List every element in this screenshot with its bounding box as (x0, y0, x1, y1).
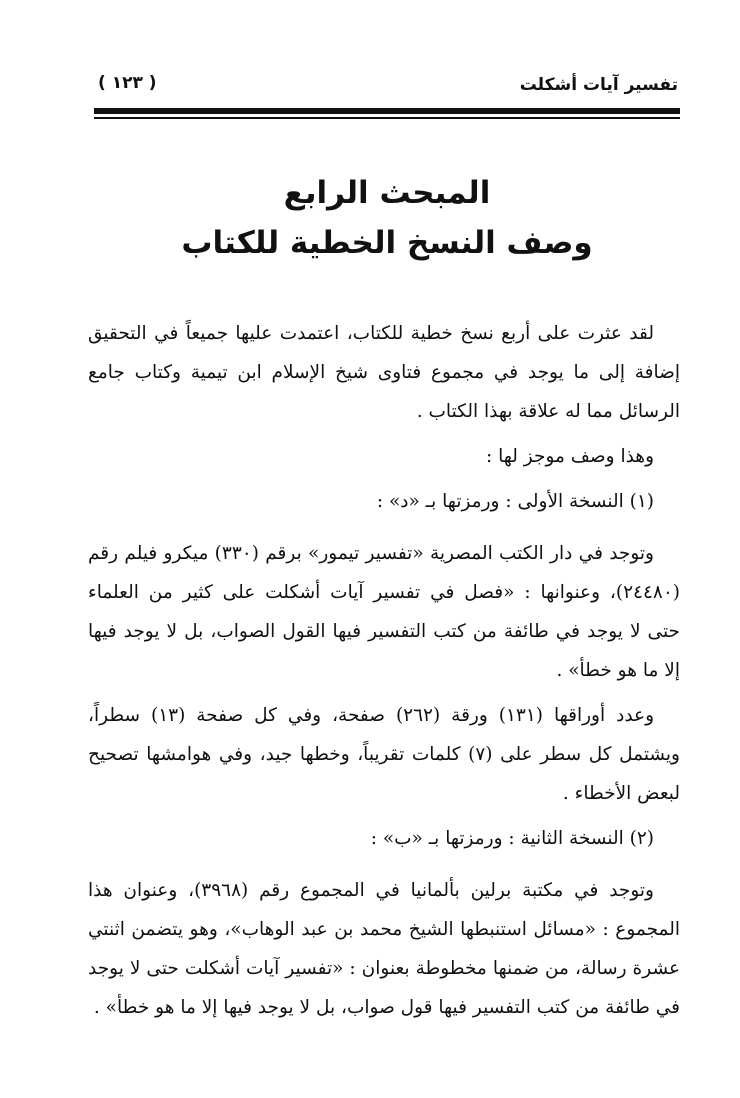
text-line: وتوجد في دار الكتب المصرية «تفسير تيمور» برقم (٣٣٠) ميكرو فيلم رقم (88, 543, 654, 564)
text-line: لبعض الأخطاء . (562, 783, 680, 804)
section-heading (94, 168, 680, 268)
running-header (94, 70, 680, 102)
header-rule-thin (94, 117, 680, 119)
section-heading-line-2: وصف النسخ الخطية للكتاب (181, 225, 593, 261)
text-line: الرسائل مما له علاقة بهذا الكتاب . (416, 401, 680, 422)
page-number: ( ١٢٣ ) (98, 73, 157, 93)
text-line: وهذا وصف موجز لها : (486, 446, 654, 467)
section-heading-line-1: المبحث الرابع (283, 175, 491, 211)
text-line: في طائفة من كتب التفسير فيها قول صواب، بل لا يوجد فيها إلا ما هو خطأ» . (93, 997, 680, 1018)
text-line: وعدد أوراقها (١٣١) ورقة (٢٦٢) صفحة، وفي كل صفحة (١٣) سطراً، (88, 705, 655, 726)
manuscript-1-location (88, 534, 680, 690)
header-rule-thick (94, 108, 680, 114)
text-line: (٢) النسخة الثانية : ورمزتها بـ «ب» : (370, 828, 654, 849)
paragraph-summary-lead (88, 437, 680, 476)
paragraph-intro (88, 314, 680, 431)
running-header-title: تفسير آيات أشكلت (519, 75, 678, 95)
manuscript-2-heading (88, 819, 680, 858)
text-line: إلا ما هو خطأ» . (556, 660, 680, 681)
manuscript-1-heading (88, 482, 680, 521)
text-line: (٢٤٤٨٠)، وعنوانها : «فصل في تفسير آيات أشكلت على كثير من العلماء (88, 582, 680, 603)
manuscript-1-description (88, 696, 680, 813)
text-line: وتوجد في مكتبة برلين بألمانيا في المجموع رقم (٣٩٦٨)، وعنوان هذا (88, 880, 654, 901)
text-line: حتى لا يوجد في طائفة من كتب التفسير فيها القول الصواب، بل لا يوجد فيها (88, 621, 680, 642)
text-line: إضافة إلى ما يوجد في مجموع فتاوى شيخ الإسلام ابن تيمية وكتاب جامع (88, 362, 680, 383)
body-text (88, 314, 680, 1027)
text-line: لقد عثرت على أربع نسخ خطية للكتاب، اعتمدت عليها جميعاً في التحقيق (88, 323, 654, 344)
text-line: ويشتمل كل سطر على (٧) كلمات تقريباً، وخطها جيد، وفي هوامشها تصحيح (88, 744, 680, 765)
text-line: المجموع : «مسائل استنبطها الشيخ محمد بن عبد الوهاب»، وهو يتضمن اثنتي (88, 919, 680, 940)
text-line: (١) النسخة الأولى : ورمزتها بـ «د» : (376, 491, 654, 512)
text-line: عشرة رسالة، من ضمنها مخطوطة بعنوان : «تفسير آيات أشكلت حتى لا يوجد (88, 958, 680, 979)
manuscript-2-location (88, 871, 680, 1027)
